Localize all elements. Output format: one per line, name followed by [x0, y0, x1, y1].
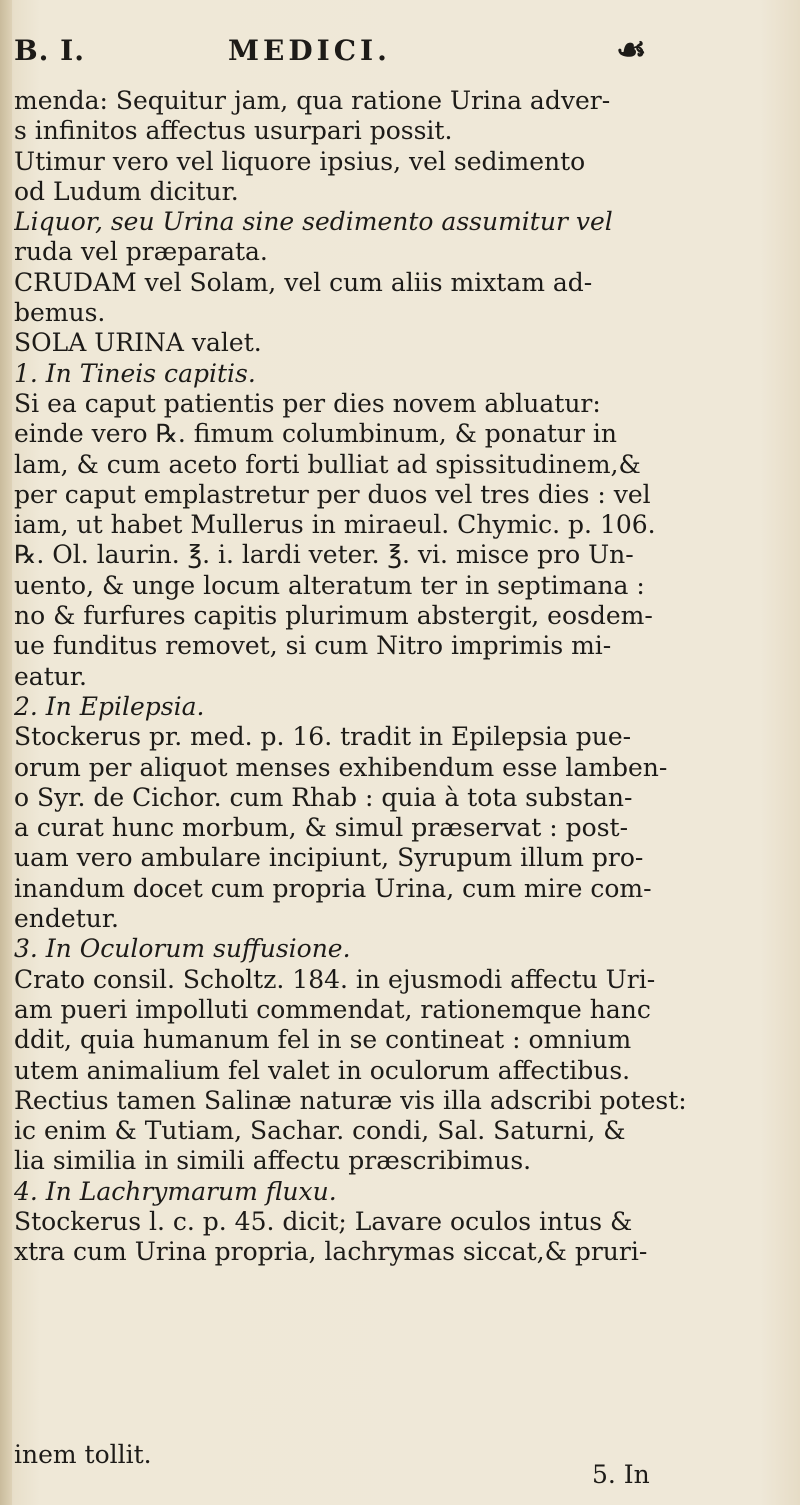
catchword: 5. In — [592, 1460, 650, 1489]
text-line: uento, & unge locum alteratum ter in septimana : — [14, 570, 645, 600]
text-line: s infinitos affectus usurpari possit. — [14, 116, 453, 146]
text-line: ℞. Ol. laurin. ℥. i. lardi veter. ℥. vi. misce pro Un- — [14, 540, 634, 570]
text-line: per caput emplastretur per duos vel tres dies : vel — [14, 479, 651, 509]
text-line: Utimur vero vel liquore ipsius, vel sedimento — [14, 146, 586, 176]
text-line: Stockerus l. c. p. 45. dicit; Lavare oculos intus & — [14, 1206, 633, 1236]
section-heading: Liquor, seu Urina sine sedimento assumitur vel — [14, 207, 613, 237]
text-line: iam, ut habet Mullerus in miraeul. Chymic. p. 106. — [14, 510, 656, 540]
text-line: uam vero ambulare incipiunt, Syrupum illum pro- — [14, 843, 644, 873]
page-footer — [14, 1440, 784, 1489]
text-line: eatur. — [14, 661, 87, 691]
ornament-mark: ☙ — [616, 30, 648, 70]
closing-line: inem tollit. — [14, 1440, 152, 1469]
text-line: einde vero ℞. fimum columbinum, & ponatur in — [14, 419, 618, 449]
text-line: lam, & cum aceto forti bulliat ad spissitudinem,& — [14, 449, 641, 479]
text-line: CRUDAM vel Solam, vel cum aliis mixtam ad- — [14, 267, 593, 297]
text-line: ruda vel præparata. — [14, 237, 268, 267]
text-line: SOLA URINA valet. — [14, 328, 262, 358]
text-line: Stockerus pr. med. p. 16. tradit in Epilepsia pue- — [14, 722, 632, 752]
section-heading: 1. In Tineis capitis. — [14, 358, 256, 388]
running-title: MEDICI. — [228, 34, 391, 67]
text-line: am pueri impolluti commendat, rationemque hanc — [14, 994, 651, 1024]
text-line: ddit, quia humanum fel in se contineat : omnium — [14, 1025, 632, 1055]
text-line: orum per aliquot menses exhibendum esse lamben- — [14, 752, 668, 782]
text-line: bemus. — [14, 298, 106, 328]
section-heading: 3. In Oculorum suffusione. — [14, 934, 351, 964]
text-line: menda: Sequitur jam, qua ratione Urina adver- — [14, 86, 611, 115]
text-line: xtra cum Urina propria, lachrymas siccat,& pruri- — [14, 1237, 648, 1267]
text-line: ue funditus removet, si cum Nitro imprimis mi- — [14, 631, 612, 661]
signature-mark: B. I. — [14, 34, 86, 67]
text-line: endetur. — [14, 904, 119, 934]
section-heading: 4. In Lachrymarum fluxu. — [14, 1176, 337, 1206]
text-line: inandum docet cum propria Urina, cum mire com- — [14, 873, 652, 903]
text-line: utem animalium fel valet in oculorum affectibus. — [14, 1055, 631, 1085]
text-line: ic enim & Tutiam, Sachar. condi, Sal. Saturni, & — [14, 1116, 626, 1146]
text-line: a curat hunc morbum, & simul præservat : post- — [14, 813, 629, 843]
page-gutter-edge — [0, 0, 12, 1505]
text-body — [14, 86, 794, 1268]
text-line: o Syr. de Cichor. cum Rhab : quia à tota substan- — [14, 782, 633, 812]
text-line: no & furfures capitis plurimum abstergit, eosdem- — [14, 601, 653, 631]
section-heading: 2. In Epilepsia. — [14, 691, 205, 721]
text-line: Rectius tamen Salinæ naturæ vis illa adscribi potest: — [14, 1085, 687, 1115]
text-line: Si ea caput patientis per dies novem abluatur: — [14, 388, 601, 418]
text-line: lia similia in simili affectu præscribimus. — [14, 1146, 532, 1176]
page-header — [14, 30, 774, 86]
text-line: Crato consil. Scholtz. 184. in ejusmodi affectu Uri- — [14, 964, 656, 994]
text-line: od Ludum dicitur. — [14, 176, 239, 206]
